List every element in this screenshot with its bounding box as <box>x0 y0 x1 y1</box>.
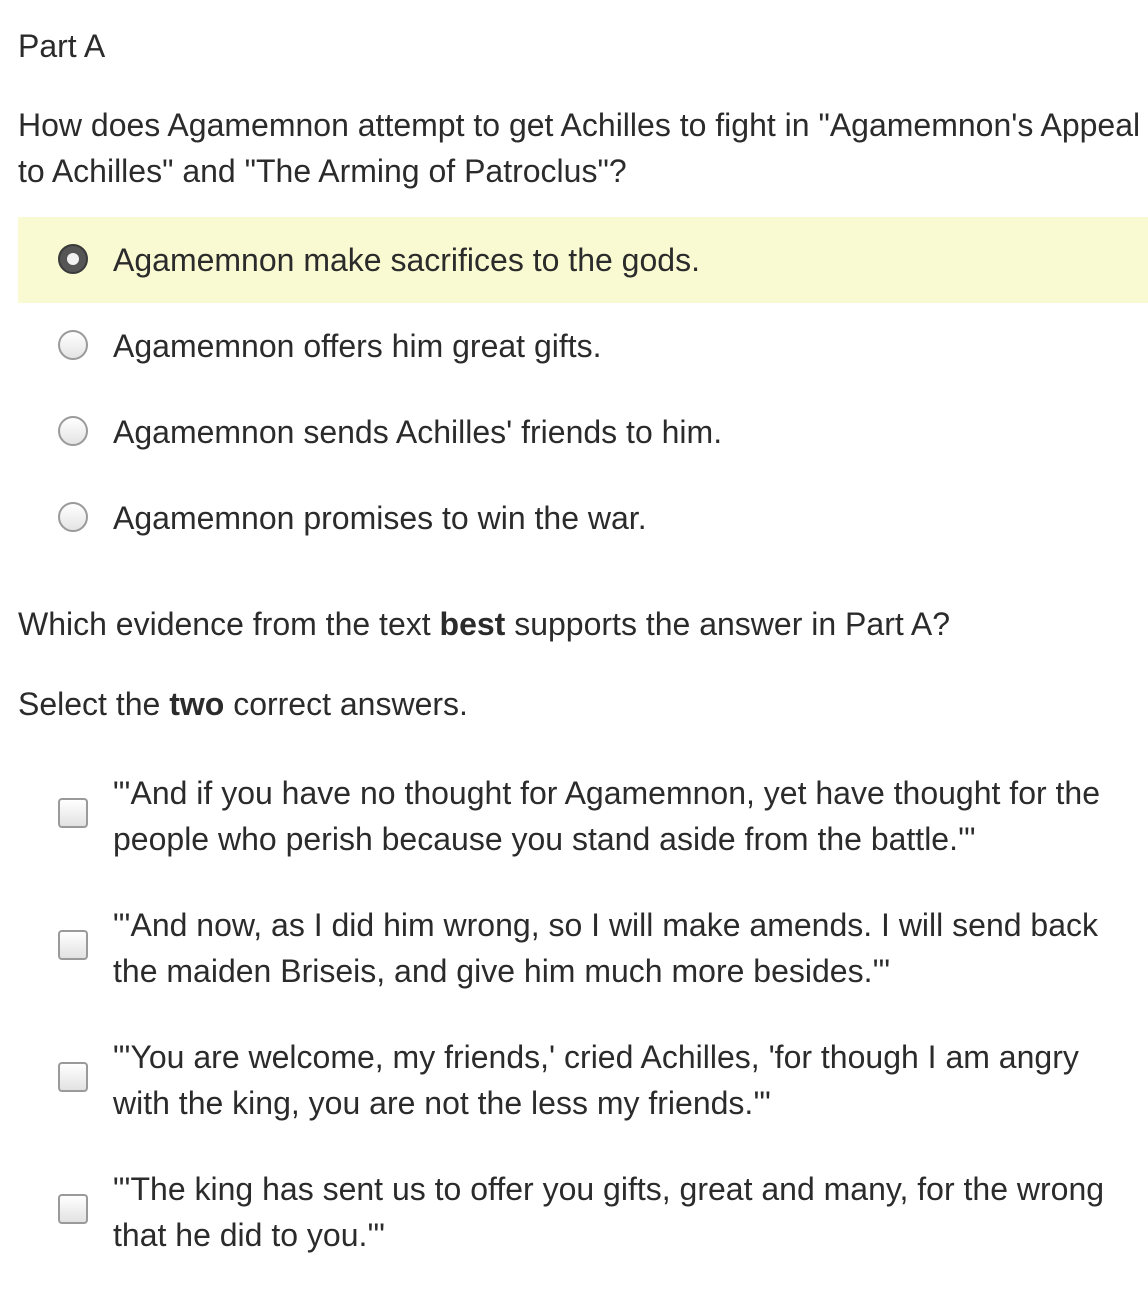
radio-option-win-war[interactable] <box>18 475 1148 561</box>
checkbox-option-thought[interactable] <box>18 770 1148 902</box>
prompt-emphasis: best <box>439 606 506 642</box>
radio-option-label: Agamemnon sends Achilles' friends to him. <box>113 414 723 450</box>
radio-option-label: Agamemnon offers him great gifts. <box>113 328 602 364</box>
radio-option-label: Agamemnon make sacrifices to the gods. <box>113 242 700 278</box>
radio-button-icon[interactable] <box>58 416 88 446</box>
checkbox-option-amends[interactable] <box>18 902 1148 1034</box>
checkbox-option-label: "'You are welcome, my friends,' cried Achilles, 'for though I am angry with the king, you are not the less my friends.'" <box>113 1039 1079 1121</box>
checkbox-option-label: "'And if you have no thought for Agamemnon, yet have thought for the people who perish because you stand aside from the battle.'" <box>113 775 1101 857</box>
radio-button-selected-icon[interactable] <box>58 244 88 274</box>
radio-button-icon[interactable] <box>58 330 88 360</box>
prompt-text: supports the answer in Part A? <box>505 606 950 642</box>
checkbox-icon[interactable] <box>58 1062 88 1092</box>
select-instruction <box>18 684 468 724</box>
part-a-options <box>18 217 1148 561</box>
radio-button-icon[interactable] <box>58 502 88 532</box>
part-a-title: Part A <box>18 28 106 64</box>
radio-option-gifts[interactable] <box>18 303 1148 389</box>
radio-option-sacrifices[interactable] <box>18 217 1148 303</box>
part-a-question: How does Agamemnon attempt to get Achilles to fight in "Agamemnon's Appeal to Achilles" and "The Arming of Patroclus"? <box>18 107 1141 189</box>
checkbox-icon[interactable] <box>58 798 88 828</box>
checkbox-icon[interactable] <box>58 1194 88 1224</box>
checkbox-option-welcome[interactable] <box>18 1034 1148 1166</box>
checkbox-option-gifts[interactable] <box>18 1166 1148 1298</box>
part-b-question <box>18 604 950 644</box>
checkbox-option-label: "'The king has sent us to offer you gifts, great and many, for the wrong that he did to you.'" <box>113 1171 1105 1253</box>
instruction-text: correct answers. <box>224 686 468 722</box>
radio-option-label: Agamemnon promises to win the war. <box>113 500 647 536</box>
instruction-text: Select the <box>18 686 170 722</box>
instruction-emphasis: two <box>169 686 225 722</box>
radio-option-friends[interactable] <box>18 389 1148 475</box>
checkbox-icon[interactable] <box>58 930 88 960</box>
part-b-options <box>18 770 1148 1298</box>
checkbox-option-label: "'And now, as I did him wrong, so I will make amends. I will send back the maiden Briseis, and give him much more besides.'" <box>113 907 1099 989</box>
prompt-text: Which evidence from the text <box>18 606 440 642</box>
